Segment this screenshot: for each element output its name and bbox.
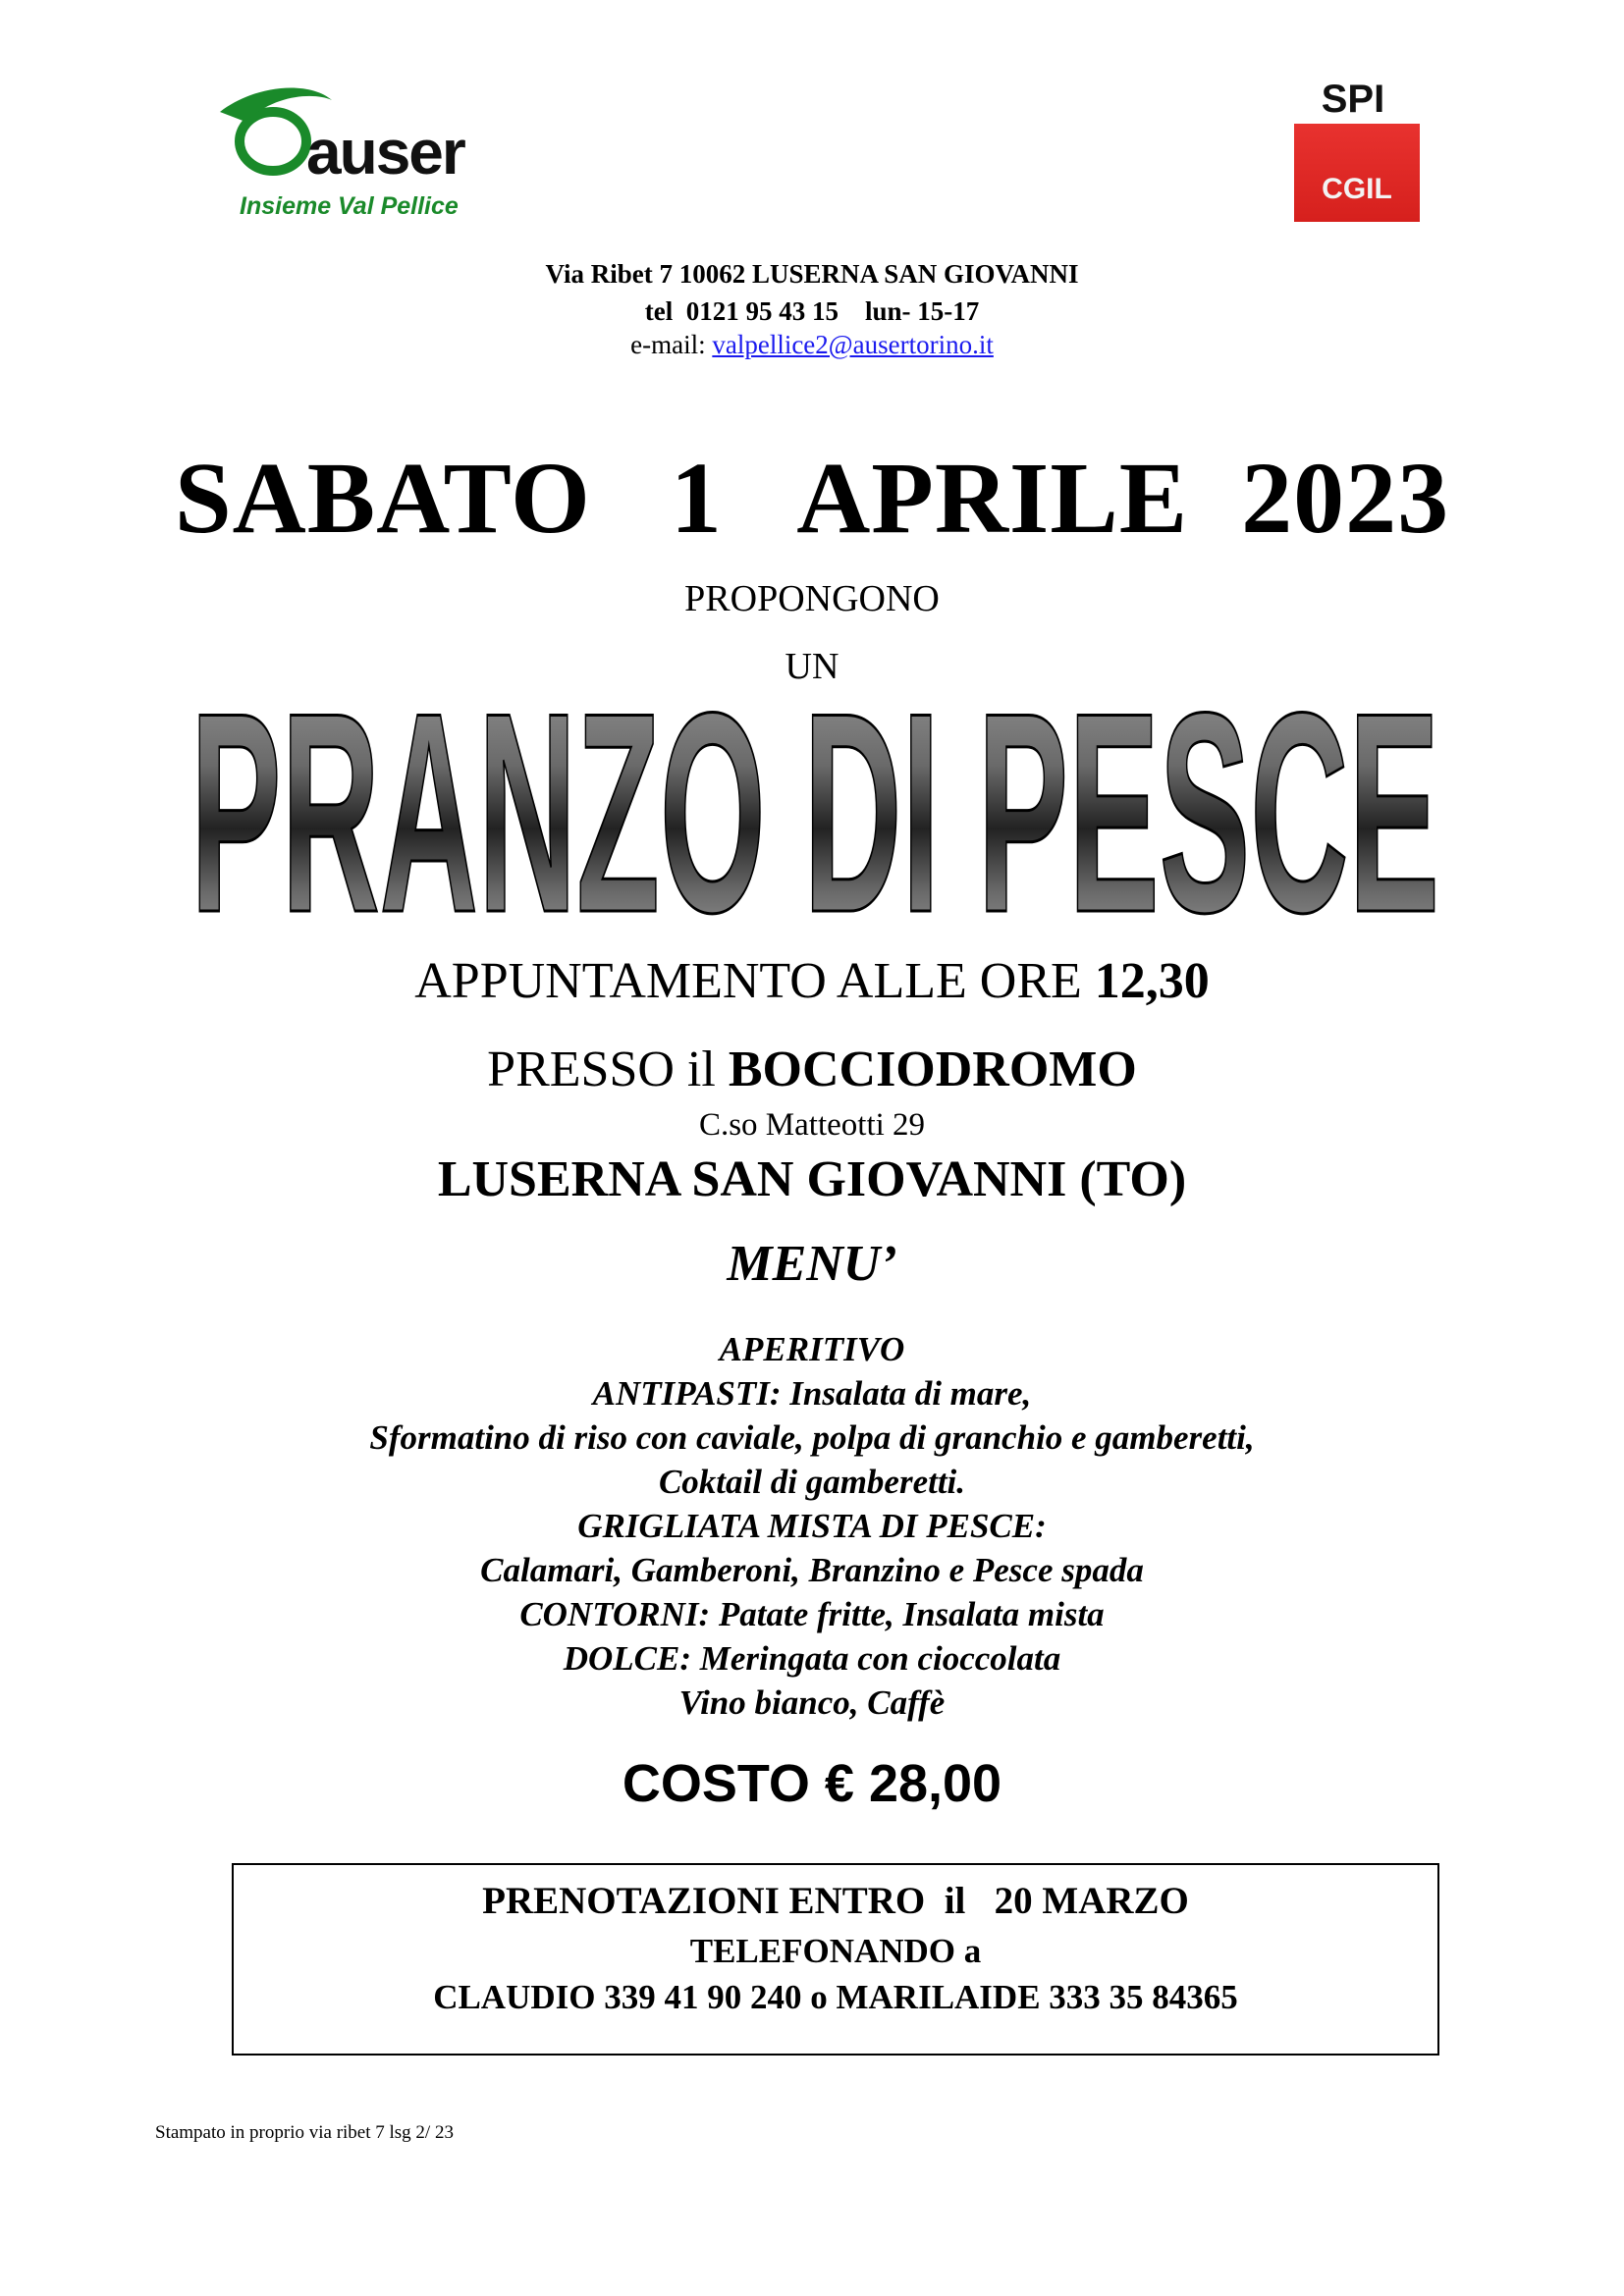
propose-line: PROPONGONO [684, 578, 940, 619]
address-line: Via Ribet 7 10062 LUSERNA SAN GIOVANNI [545, 259, 1079, 289]
email-label: e-mail: [630, 330, 713, 359]
auser-brand: auser [306, 117, 464, 187]
appointment-time: 12,30 [1094, 953, 1210, 1009]
menu-item: CONTORNI: Patate fritte, Insalata mista [519, 1595, 1105, 1633]
menu-item: DOLCE: Meringata con cioccolata [563, 1639, 1061, 1678]
menu-item: Sformatino di riso con caviale, polpa di granchio e gamberetti, [369, 1418, 1255, 1457]
venue-street: C.so Matteotti 29 [698, 1107, 926, 1143]
spi-cgil-logo [1286, 73, 1420, 222]
footer-note: Stampato in proprio via ribet 7 lsg 2/ 23 [155, 2122, 454, 2143]
un-line: UN [785, 646, 839, 687]
appointment-line [0, 952, 1624, 1010]
booking-box [232, 1863, 1439, 2056]
email-link[interactable]: valpellice2@ausertorino.it [712, 330, 994, 359]
menu-item: Vino bianco, Caffè [678, 1683, 946, 1722]
event-title [177, 693, 1453, 938]
event-title-text: PRANZO DI PESCE [190, 693, 1439, 938]
venue-name: BOCCIODROMO [728, 1041, 1137, 1097]
booking-contacts: CLAUDIO 339 41 90 240 o MARILAIDE 333 35 84365 [433, 1978, 1238, 2016]
menu-heading: MENU’ [727, 1236, 897, 1292]
booking-deadline: PRENOTAZIONI ENTRO il 20 MARZO [482, 1880, 1189, 1922]
menu-item: Coktail di gamberetti. [658, 1463, 966, 1501]
cgil-block [1294, 124, 1420, 222]
booking-instruction: TELEFONANDO a [689, 1932, 982, 1970]
menu-item: GRIGLIATA MISTA DI PESCE: [577, 1507, 1047, 1545]
email-line [0, 330, 1624, 360]
menu-item: APERITIVO [719, 1330, 905, 1368]
spi-label: SPI [1286, 73, 1420, 124]
menu-item: Calamari, Gamberoni, Branzino e Pesce spada [480, 1551, 1144, 1589]
cost-label: COSTO € 28,00 [622, 1754, 1002, 1813]
event-date: SABATO 1 APRILE 2023 [174, 442, 1450, 555]
menu-item: ANTIPASTI: Insalata di mare, [592, 1374, 1032, 1413]
menu-list [0, 1327, 1624, 1725]
cgil-label: CGIL [1322, 173, 1392, 205]
venue-line [0, 1041, 1624, 1098]
appointment-prefix: APPUNTAMENTO ALLE ORE [414, 953, 1095, 1009]
auser-tagline: Insieme Val Pellice [240, 192, 459, 220]
phone-line: tel 0121 95 43 15 lun- 15-17 [644, 296, 980, 326]
venue-city: LUSERNA SAN GIOVANNI (TO) [437, 1151, 1187, 1207]
venue-prefix: PRESSO il [487, 1041, 729, 1097]
auser-logo [216, 82, 511, 230]
